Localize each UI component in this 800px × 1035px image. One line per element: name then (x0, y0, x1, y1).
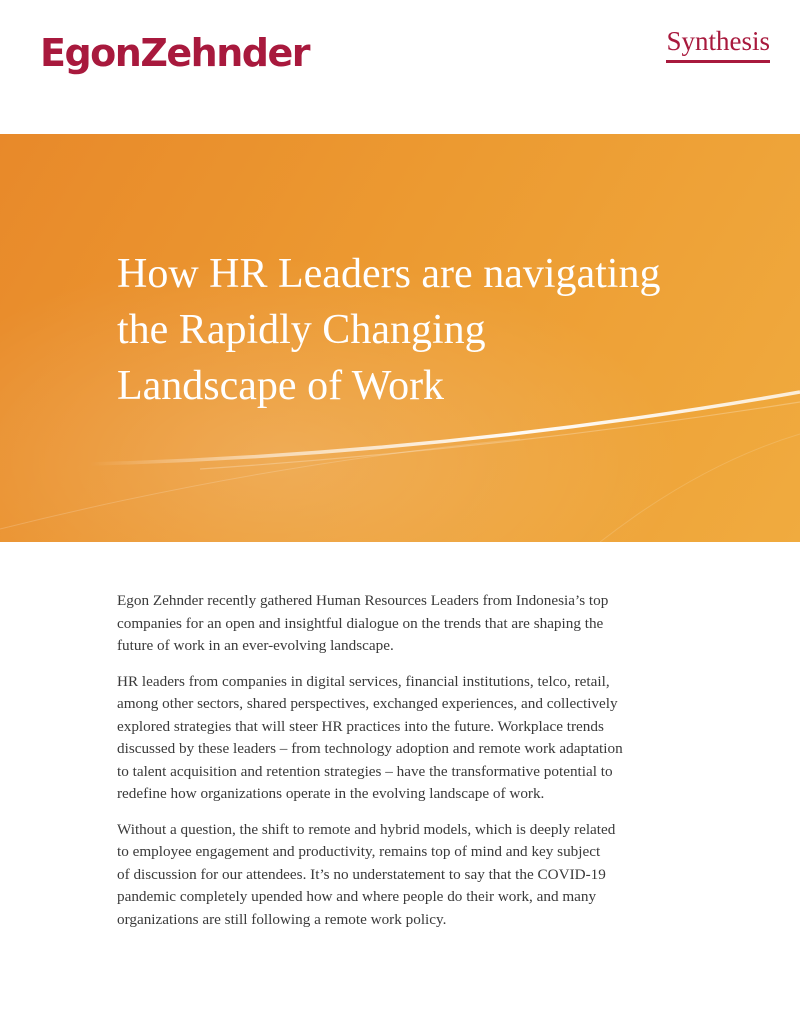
synthesis-masthead (666, 28, 770, 63)
paragraph: Without a question, the shift to remote and hybrid models, which is deeply related to employee engagement and productivity, remains top of mind and key subject of discussion for our attendees. It’s no understatement to say that the COVID-19 pandemic completely upended how and where people do their work, and many organizations are still following a remote work policy. (117, 820, 616, 928)
paragraph: HR leaders from companies in digital services, financial institutions, telco, retail, among other sectors, shared perspectives, exchanged experiences, and collectively explored strategies that will steer HR practices into the future. Workplace trends discussed by these leaders – from technology adoption and remote work adaptation to talent acquisition and retention strategies – have the transformative potential to redefine how organizations operate in the evolving landscape of work. (117, 672, 623, 802)
synthesis-underline (666, 60, 770, 63)
egon-zehnder-logo: EgonZehnder (40, 31, 309, 75)
paragraph: Egon Zehnder recently gathered Human Resources Leaders from Indonesia’s top companies for an open and insightful dialogue on the trends that are shaping the future of work in an ever-evolving landscape. (117, 592, 609, 654)
article-body (117, 590, 687, 944)
page-title: How HR Leaders are navigating the Rapidly Changing Landscape of Work (117, 251, 661, 409)
synthesis-title: Synthesis (666, 26, 770, 56)
hero-banner (0, 134, 800, 542)
